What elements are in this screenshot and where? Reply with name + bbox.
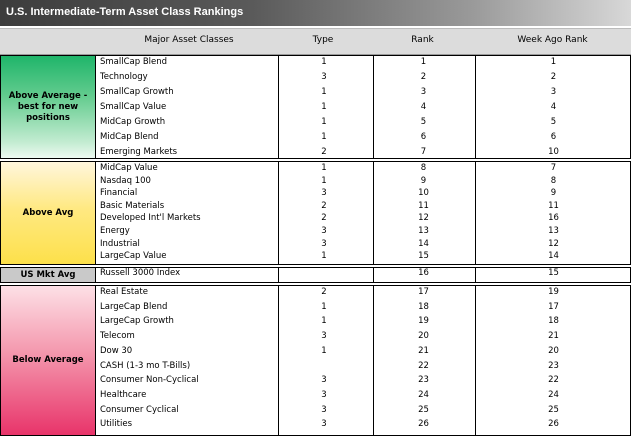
- table-row: [1, 375, 631, 389]
- type-cell: 3: [321, 419, 327, 430]
- type-cell: 3: [321, 72, 327, 82]
- type-cell: 1: [321, 163, 327, 173]
- asset-class-name: MidCap Growth: [100, 117, 166, 127]
- asset-class-name: Basic Materials: [100, 200, 165, 211]
- rank-cell: 7: [420, 147, 427, 157]
- type-cell: 1: [321, 301, 327, 312]
- asset-class-name: Financial: [100, 188, 138, 199]
- asset-class-name: Emerging Markets: [100, 147, 178, 157]
- week-ago-rank-cell: 4: [550, 102, 557, 112]
- rank-cell: 12: [418, 213, 429, 224]
- type-cell: 2: [321, 287, 327, 297]
- week-ago-rank-cell: 5: [550, 117, 557, 127]
- section-1: [0, 55, 631, 159]
- week-ago-rank-cell: 16: [548, 213, 559, 224]
- week-ago-rank-cell: 1: [550, 57, 557, 67]
- week-ago-rank-cell: 20: [548, 345, 559, 356]
- asset-class-name: Dow 30: [100, 345, 133, 356]
- type-cell: 3: [321, 331, 327, 342]
- header-rank: Rank: [411, 35, 434, 45]
- table-row: [1, 361, 631, 375]
- header-week-ago-rank: Week Ago Rank: [517, 35, 588, 45]
- rank-cell: 10: [418, 188, 429, 199]
- asset-class-name: SmallCap Blend: [100, 57, 168, 67]
- rank-cell: 26: [418, 419, 429, 430]
- week-ago-rank-cell: 7: [550, 163, 557, 173]
- week-ago-rank-cell: 6: [550, 132, 557, 142]
- week-ago-rank-cell: 22: [548, 375, 559, 386]
- rank-cell: 8: [420, 163, 427, 173]
- type-cell: 3: [321, 375, 327, 386]
- section-label: Above Avg: [1, 162, 96, 264]
- rank-cell: 2: [420, 72, 427, 82]
- week-ago-rank-cell: 13: [548, 226, 559, 236]
- week-ago-rank-cell: 14: [548, 251, 559, 262]
- asset-class-name: MidCap Value: [100, 163, 158, 173]
- asset-class-name: Nasdaq 100: [100, 175, 151, 186]
- table-row: [1, 346, 631, 360]
- type-cell: 3: [321, 226, 327, 236]
- week-ago-rank-cell: 9: [550, 188, 557, 199]
- rank-cell: 20: [418, 331, 429, 342]
- rank-cell: 24: [418, 389, 429, 400]
- week-ago-rank-cell: 26: [548, 419, 559, 430]
- asset-class-name: Consumer Non-Cyclical: [100, 375, 199, 386]
- table-header: [0, 28, 631, 55]
- table-row: [1, 87, 631, 101]
- table-row: [1, 268, 631, 282]
- section-4: [0, 285, 631, 436]
- rank-cell: 9: [420, 175, 427, 186]
- type-cell: 3: [321, 188, 327, 199]
- header-asset-classes: Major Asset Classes: [144, 35, 234, 45]
- asset-class-name: Real Estate: [100, 287, 148, 297]
- section-label: Below Average: [1, 286, 96, 435]
- asset-class-name: Russell 3000 Index: [100, 268, 181, 278]
- rank-cell: 18: [418, 301, 429, 312]
- asset-class-name: Consumer Cyclical: [100, 404, 179, 415]
- type-cell: 1: [321, 57, 327, 67]
- type-cell: 1: [321, 117, 327, 127]
- type-cell: 1: [321, 345, 327, 356]
- week-ago-rank-cell: 24: [548, 389, 559, 400]
- type-cell: 1: [321, 87, 327, 97]
- rank-cell: 3: [420, 87, 427, 97]
- week-ago-rank-cell: 11: [548, 200, 559, 211]
- asset-class-name: SmallCap Value: [100, 102, 167, 112]
- type-cell: 2: [321, 200, 327, 211]
- rank-cell: 6: [420, 132, 427, 142]
- rank-cell: 25: [418, 404, 429, 415]
- type-cell: 1: [321, 175, 327, 186]
- type-cell: 1: [321, 102, 327, 112]
- asset-class-name: Healthcare: [100, 389, 147, 400]
- rank-cell: 4: [420, 102, 427, 112]
- type-cell: 2: [321, 213, 327, 224]
- rank-cell: 14: [418, 238, 429, 249]
- table-row: [1, 251, 631, 265]
- table-row: [1, 117, 631, 131]
- asset-class-name: Industrial: [100, 238, 140, 249]
- title-bar: [0, 0, 631, 26]
- week-ago-rank-cell: 15: [548, 268, 559, 278]
- asset-class-name: LargeCap Value: [100, 251, 167, 262]
- week-ago-rank-cell: 12: [548, 238, 559, 249]
- type-cell: 1: [321, 132, 327, 142]
- week-ago-rank-cell: 10: [548, 147, 559, 157]
- header-type: Type: [312, 35, 334, 45]
- week-ago-rank-cell: 23: [548, 360, 559, 371]
- type-cell: 3: [321, 404, 327, 415]
- asset-class-name: Utilities: [100, 419, 132, 430]
- table-row: [1, 331, 631, 345]
- rank-cell: 19: [418, 316, 429, 327]
- rank-cell: 11: [418, 200, 429, 211]
- week-ago-rank-cell: 21: [548, 331, 559, 342]
- week-ago-rank-cell: 19: [548, 287, 559, 297]
- table-row: [1, 419, 631, 433]
- rank-cell: 13: [418, 226, 429, 236]
- type-cell: 3: [321, 238, 327, 249]
- table-row: [1, 102, 631, 116]
- week-ago-rank-cell: 2: [550, 72, 557, 82]
- rank-cell: 21: [418, 345, 429, 356]
- table-row: [1, 147, 631, 161]
- table-row: [1, 390, 631, 404]
- asset-class-name: CASH (1-3 mo T-Bills): [100, 360, 191, 371]
- section-3: [0, 267, 631, 283]
- week-ago-rank-cell: 17: [548, 301, 559, 312]
- asset-class-name: SmallCap Growth: [100, 87, 174, 97]
- table-row: [1, 302, 631, 316]
- rank-cell: 23: [418, 375, 429, 386]
- asset-class-name: Developed Int'l Markets: [100, 213, 201, 224]
- table-row: [1, 132, 631, 146]
- table-row: [1, 72, 631, 86]
- rank-cell: 22: [418, 360, 429, 371]
- rank-cell: 17: [418, 287, 429, 297]
- type-cell: 2: [321, 147, 327, 157]
- table-row: [1, 316, 631, 330]
- asset-class-name: LargeCap Growth: [100, 316, 174, 327]
- asset-class-name: Technology: [100, 72, 148, 82]
- asset-class-name: Telecom: [100, 331, 135, 342]
- table-row: [1, 405, 631, 419]
- section-label: Above Average - best for new positions: [1, 56, 96, 158]
- asset-class-name: Energy: [100, 226, 130, 236]
- week-ago-rank-cell: 3: [550, 87, 557, 97]
- type-cell: 1: [321, 251, 327, 262]
- section-label: US Mkt Avg: [1, 268, 96, 282]
- asset-class-name: LargeCap Blend: [100, 301, 168, 312]
- rank-cell: 1: [420, 57, 427, 67]
- week-ago-rank-cell: 25: [548, 404, 559, 415]
- week-ago-rank-cell: 8: [550, 175, 557, 186]
- table-row: [1, 57, 631, 71]
- page-title: U.S. Intermediate-Term Asset Class Rankings: [6, 6, 244, 18]
- section-2: [0, 161, 631, 265]
- rank-cell: 5: [420, 117, 427, 127]
- rank-cell: 16: [418, 268, 429, 278]
- type-cell: 3: [321, 389, 327, 400]
- week-ago-rank-cell: 18: [548, 316, 559, 327]
- rank-cell: 15: [418, 251, 429, 262]
- asset-class-name: MidCap Blend: [100, 132, 159, 142]
- type-cell: 1: [321, 316, 327, 327]
- table-row: [1, 287, 631, 301]
